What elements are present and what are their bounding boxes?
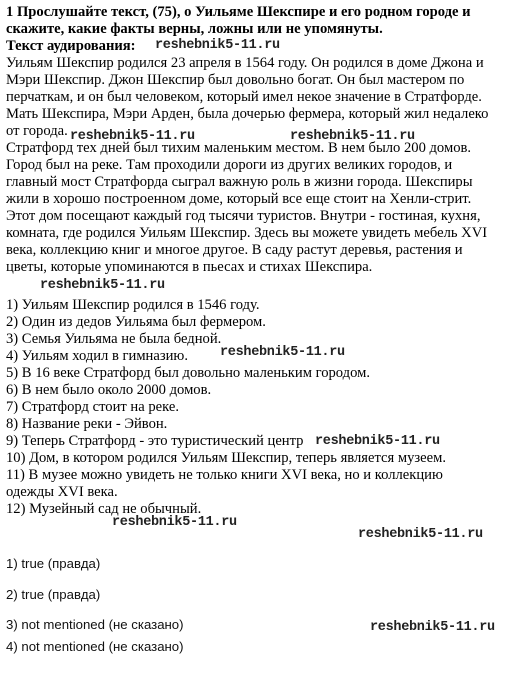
answer-item: 1) true (правда)	[6, 556, 101, 571]
statement-item: 4) Уильям ходил в гимназию.	[6, 348, 188, 364]
task-title-line-2: скажите, какие факты верны, ложны или не упомянуты.	[6, 21, 383, 37]
transcript-line: от города.	[6, 123, 68, 139]
watermark: reshebnik5-11.ru	[112, 515, 237, 530]
watermark: reshebnik5-11.ru	[220, 345, 345, 360]
transcript-line: жили в хорошо построенном доме, который все еще стоит на Хенли-стрит.	[6, 191, 472, 207]
transcript-line: перчаткам, и он был человеком, который имел некое значение в Стратфорде.	[6, 89, 482, 105]
transcript-line: Мать Шекспира, Мэри Арден, была дочерью фермера, который жил недалеко	[6, 106, 489, 122]
watermark: reshebnik5-11.ru	[70, 129, 195, 144]
statement-item: 9) Теперь Стратфорд - это туристический центр	[6, 433, 304, 449]
statement-item: 1) Уильям Шекспир родился в 1546 году.	[6, 297, 260, 313]
statement-item: 8) Название реки - Эйвон.	[6, 416, 168, 432]
statement-item-continuation: одежды XVI века.	[6, 484, 118, 500]
statement-item: 6) В нем было около 2000 домов.	[6, 382, 212, 398]
statement-item: 7) Стратфорд стоит на реке.	[6, 399, 179, 415]
statement-item: 2) Один из дедов Уильяма был фермером.	[6, 314, 266, 330]
watermark: reshebnik5-11.ru	[358, 527, 483, 542]
transcript-line: комната, где родился Уильям Шекспир. Здесь вы можете увидеть мебель XVI	[6, 225, 488, 241]
answer-item: 4) not mentioned (не сказано)	[6, 639, 184, 654]
answer-item: 3) not mentioned (не сказано)	[6, 617, 184, 632]
statement-item: 10) Дом, в котором родился Уильям Шекспир, теперь является музеем.	[6, 450, 446, 466]
transcript-line: Уильям Шекспир родился 23 апреля в 1564 году. Он родился в доме Джона и	[6, 55, 484, 71]
watermark: reshebnik5-11.ru	[290, 129, 415, 144]
transcript-label: Текст аудирования:	[6, 38, 136, 54]
transcript-line: цветы, которые упоминаются в пьесах и стихах Шекспира.	[6, 259, 373, 275]
transcript-line: Стратфорд тех дней был тихим маленьким местом. В нем было 200 домов.	[6, 140, 472, 156]
transcript-line: века, коллекцию книг и многое другое. В саду растут деревья, растения и	[6, 242, 463, 258]
statement-item: 12) Музейный сад не обычный.	[6, 501, 202, 517]
watermark: reshebnik5-11.ru	[40, 278, 165, 293]
answer-item: 2) true (правда)	[6, 587, 101, 602]
transcript-line: Этот дом посещают каждый год тысячи туристов. Внутри - гостиная, кухня,	[6, 208, 481, 224]
statement-item: 3) Семья Уильяма не была бедной.	[6, 331, 222, 347]
transcript-line: главный мост Стратфорда сыграл важную роль в жизни города. Шекспиры	[6, 174, 473, 190]
watermark: reshebnik5-11.ru	[370, 620, 495, 635]
task-title-line-1: 1 Прослушайте текст, (75), о Уильяме Шекспире и его родном городе и	[6, 4, 471, 20]
statement-item: 5) В 16 веке Стратфорд был довольно маленьким городом.	[6, 365, 371, 381]
statement-item: 11) В музее можно увидеть не только книги XVI века, но и коллекцию	[6, 467, 443, 483]
transcript-line: Мэри Шекспир. Джон Шекспир был довольно богат. Он был мастером по	[6, 72, 465, 88]
watermark: reshebnik5-11.ru	[315, 434, 440, 449]
transcript-line: Город был на реке. Там проходили дороги из других великих городов, и	[6, 157, 453, 173]
watermark: reshebnik5-11.ru	[155, 38, 280, 53]
